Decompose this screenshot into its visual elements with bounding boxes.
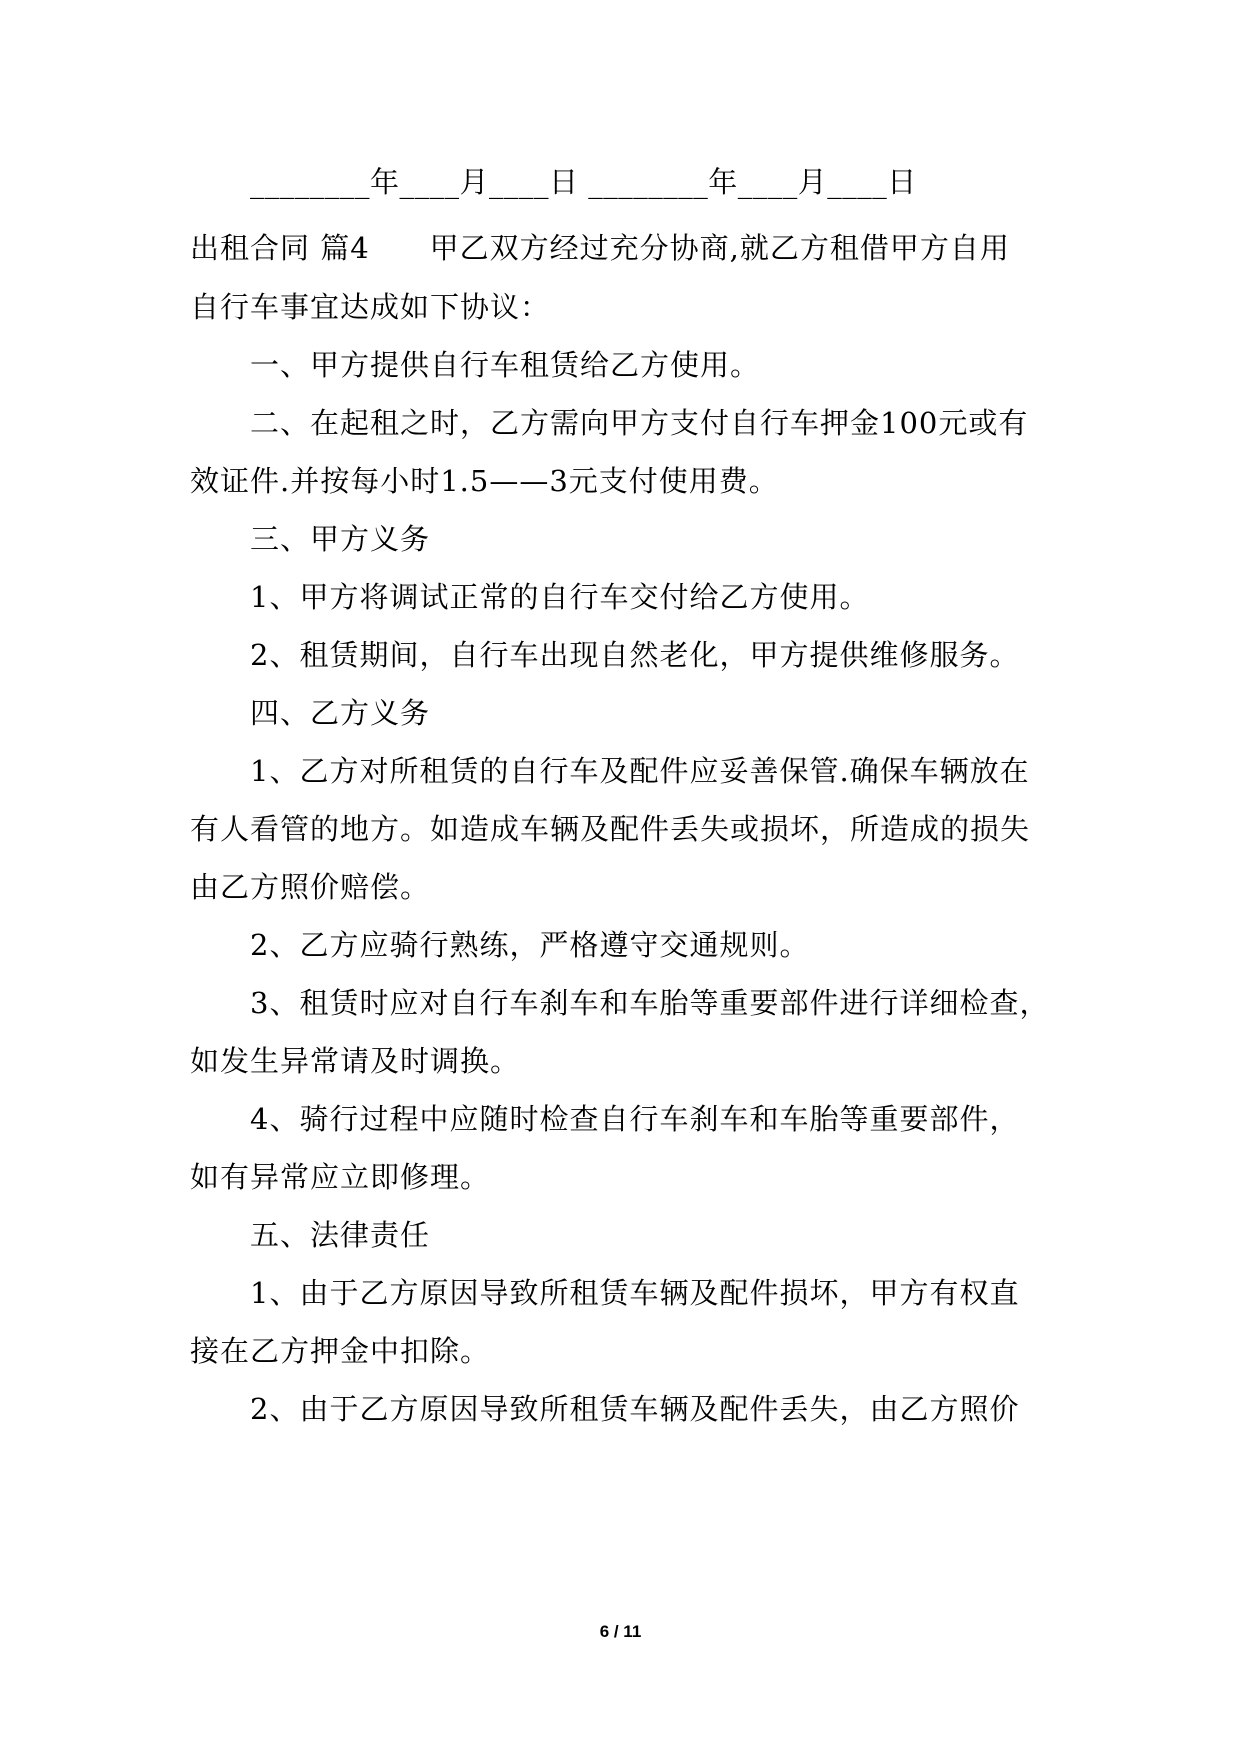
party-b-item-1-continuation: 有人看管的地方。如造成车辆及配件丢失或损坏，所造成的损失 [190,812,1031,846]
liability-item-1-continuation: 接在乙方押金中扣除。 [190,1334,491,1368]
party-b-item-3-continuation: 如发生异常请及时调换。 [190,1044,521,1078]
contract-intro-line: 出租合同 篇4 甲乙双方经过充分协商,就乙方租借甲方自用 [190,231,1010,265]
party-b-item-2: 2、乙方应骑行熟练，严格遵守交通规则。 [250,928,810,962]
party-b-item-4-continuation: 如有异常应立即修理。 [190,1160,491,1194]
section-heading-legal-liability: 五、法律责任 [250,1218,431,1252]
party-b-item-3: 3、租赁时应对自行车刹车和车胎等重要部件进行详细检查， [250,986,1050,1020]
liability-item-1: 1、由于乙方原因导致所租赁车辆及配件损坏，甲方有权直 [250,1276,1020,1310]
section-heading-party-a-obligations: 三、甲方义务 [250,522,431,556]
clause-1: 一、甲方提供自行车租赁给乙方使用。 [250,348,761,382]
party-a-item-2: 2、租赁期间，自行车出现自然老化，甲方提供维修服务。 [250,638,1020,672]
party-b-item-1: 1、乙方对所租赁的自行车及配件应妥善保管.确保车辆放在 [250,754,1030,788]
clause-2: 二、在起租之时，乙方需向甲方支付自行车押金100元或有 [250,406,1029,440]
party-b-item-4: 4、骑行过程中应随时检查自行车刹车和车胎等重要部件， [250,1102,1020,1136]
page-number: 6 / 11 [599,1622,642,1641]
contract-intro-continuation: 自行车事宜达成如下协议： [190,290,551,324]
section-heading-party-b-obligations: 四、乙方义务 [250,696,431,730]
liability-item-2: 2、由于乙方原因导致所租赁车辆及配件丢失，由乙方照价 [250,1392,1020,1426]
party-a-item-1: 1、甲方将调试正常的自行车交付给乙方使用。 [250,580,870,614]
party-b-item-1-continuation-2: 由乙方照价赔偿。 [190,870,431,904]
signature-date-line: ________年____月____日 ________年____月____日 [250,165,917,199]
clause-2-continuation: 效证件.并按每小时1.5——3元支付使用费。 [190,464,779,498]
